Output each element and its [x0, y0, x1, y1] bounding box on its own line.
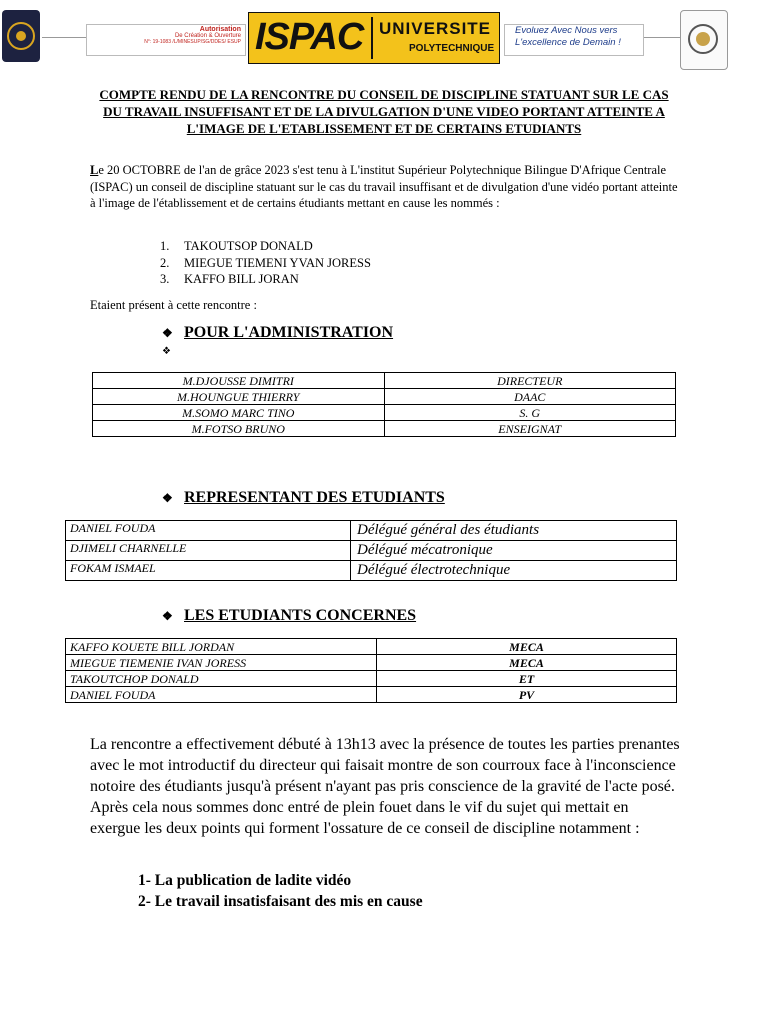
cell-name: FOKAM ISMAEL	[66, 561, 351, 581]
diamond-bullet-icon: ❖	[162, 608, 173, 623]
cell-role: Délégué mécatronique	[351, 541, 677, 561]
section-reps-title: REPRESENTANT DES ETUDIANTS	[184, 489, 445, 506]
cell-name: TAKOUTCHOP DONALD	[66, 671, 377, 687]
brand-universite: UNIVERSITE	[379, 19, 492, 38]
list-item	[160, 255, 371, 272]
cell-role: DIRECTEUR	[384, 373, 676, 389]
document-title: COMPTE RENDU DE LA RENCONTRE DU CONSEIL DE DISCIPLINE STATUANT SUR LE CAS DU TRAVAIL INSUFFISANT ET DE LA DIVULGATION D'UNE VIDEO PORTANT ATTEINTE A L'IMAGE DE L'ETABLISSEMENT ET DE CERTAINS ETUDIANTS	[99, 87, 669, 136]
table-row	[66, 655, 677, 671]
slogan-line-2: L'excellence de Demain !	[515, 36, 621, 48]
list-name: TAKOUTSOP DONALD	[184, 239, 313, 253]
cell-name: M.DJOUSSE DIMITRI	[93, 373, 385, 389]
cell-role: ENSEIGNAT	[384, 421, 676, 437]
cell-field: MECA	[377, 639, 677, 655]
concerned-table	[65, 638, 677, 703]
diamond-bullet-icon: ❖	[162, 346, 171, 357]
table-row	[66, 671, 677, 687]
section-concerned-title: LES ETUDIANTS CONCERNES	[184, 607, 417, 624]
list-number: 1.	[160, 239, 170, 253]
brand-polytechnique: POLYTECHNIQUE	[409, 43, 495, 54]
diamond-bullet-icon: ❖	[162, 325, 173, 340]
cell-role: DAAC	[384, 389, 676, 405]
header-divider-left	[42, 37, 86, 38]
brand-name: ISPAC	[255, 16, 364, 58]
cell-name: DJIMELI CHARNELLE	[66, 541, 351, 561]
cell-role: Délégué général des étudiants	[351, 521, 677, 541]
table-row	[93, 389, 676, 405]
brand-separator	[371, 17, 373, 59]
list-name: MIEGUE TIEMENI YVAN JORESS	[184, 255, 371, 270]
cell-role: S. G	[384, 405, 676, 421]
section-reps	[162, 489, 445, 507]
table-row	[93, 421, 676, 437]
section-concerned	[162, 607, 416, 625]
drop-letter: L	[90, 163, 99, 177]
table-row	[66, 521, 677, 541]
ispac-brand-banner	[248, 12, 500, 64]
slogan-line-1: Evoluez Avec Nous vers	[515, 25, 618, 36]
list-number: 2.	[160, 255, 170, 270]
authorization-number: N°: 19-1083 /L/MINESUP/SG/DDES/ ESUP	[144, 38, 241, 45]
admin-table	[92, 372, 676, 437]
authorization-title: Autorisation	[199, 26, 241, 33]
table-row	[66, 561, 677, 581]
cell-name: DANIEL FOUDA	[66, 521, 351, 541]
authorization-subtitle: De Création & Ouverture	[174, 33, 241, 40]
meeting-paragraph: La rencontre a effectivement débuté à 13h13 avec la présence de toutes les parties prenantes avec le mot introductif du directeur qui faisait montre de son courroux face à l'inconscience notoire des étudiants jusqu'à présent n'ayant pas pris conscience de la gravité de l'acte posé. Après cela nous sommes donc entré de plein fouet dans le vif du sujet qui mettait en exergue les deux points qui forment l'ossature de ce conseil de discipline notamment :	[90, 736, 680, 837]
table-row	[93, 405, 676, 421]
cell-field: MECA	[377, 655, 677, 671]
agenda-point: 1- La publication de ladite vidéo	[138, 872, 352, 889]
cell-name: M.SOMO MARC TINO	[93, 405, 385, 421]
seal-center-icon	[696, 32, 710, 46]
cell-name: M.HOUNGUE THIERRY	[93, 389, 385, 405]
slogan-box	[504, 24, 644, 56]
list-number: 3.	[160, 272, 170, 286]
reps-table	[65, 520, 677, 581]
cell-role: Délégué électrotechnique	[351, 561, 677, 581]
partner-seal-logo	[680, 10, 728, 70]
table-row	[93, 373, 676, 389]
named-list	[160, 238, 371, 288]
cell-name: DANIEL FOUDA	[66, 687, 377, 703]
table-row	[66, 541, 677, 561]
diamond-bullet-icon: ❖	[162, 490, 173, 505]
section-admin	[162, 324, 393, 342]
section-admin-title: POUR L'ADMINISTRATION	[184, 324, 394, 341]
emblem-center-icon	[16, 31, 26, 41]
table-row	[66, 639, 677, 655]
authorization-box	[86, 24, 246, 56]
cell-name: KAFFO KOUETE BILL JORDAN	[66, 639, 377, 655]
presents-label: Etaient présent à cette rencontre :	[90, 298, 257, 312]
agenda-points	[138, 870, 423, 912]
intro-text: e 20 OCTOBRE de l'an de grâce 2023 s'est tenu à L'institut Supérieur Polytechnique Bilingue D'Afrique Centrale (ISPAC) un conseil de discipline statuant sur le cas du travail insuffisant et de divulgation d'une vidéo portant atteinte à l'image de l'établissement et de certains étudiants mettant en cause les nommés :	[90, 163, 678, 210]
cell-field: ET	[377, 671, 677, 687]
cell-name: M.FOTSO BRUNO	[93, 421, 385, 437]
agenda-point: 2- Le travail insatisfaisant des mis en cause	[138, 893, 423, 910]
list-item	[160, 238, 371, 255]
table-row	[66, 687, 677, 703]
intro-paragraph	[90, 162, 682, 212]
header-divider-right	[644, 37, 680, 38]
cell-name: MIEGUE TIEMENIE IVAN JORESS	[66, 655, 377, 671]
list-name: KAFFO BILL JORAN	[184, 272, 299, 286]
cell-field: PV	[377, 687, 677, 703]
school-emblem-logo	[2, 10, 40, 62]
list-item	[160, 271, 371, 288]
